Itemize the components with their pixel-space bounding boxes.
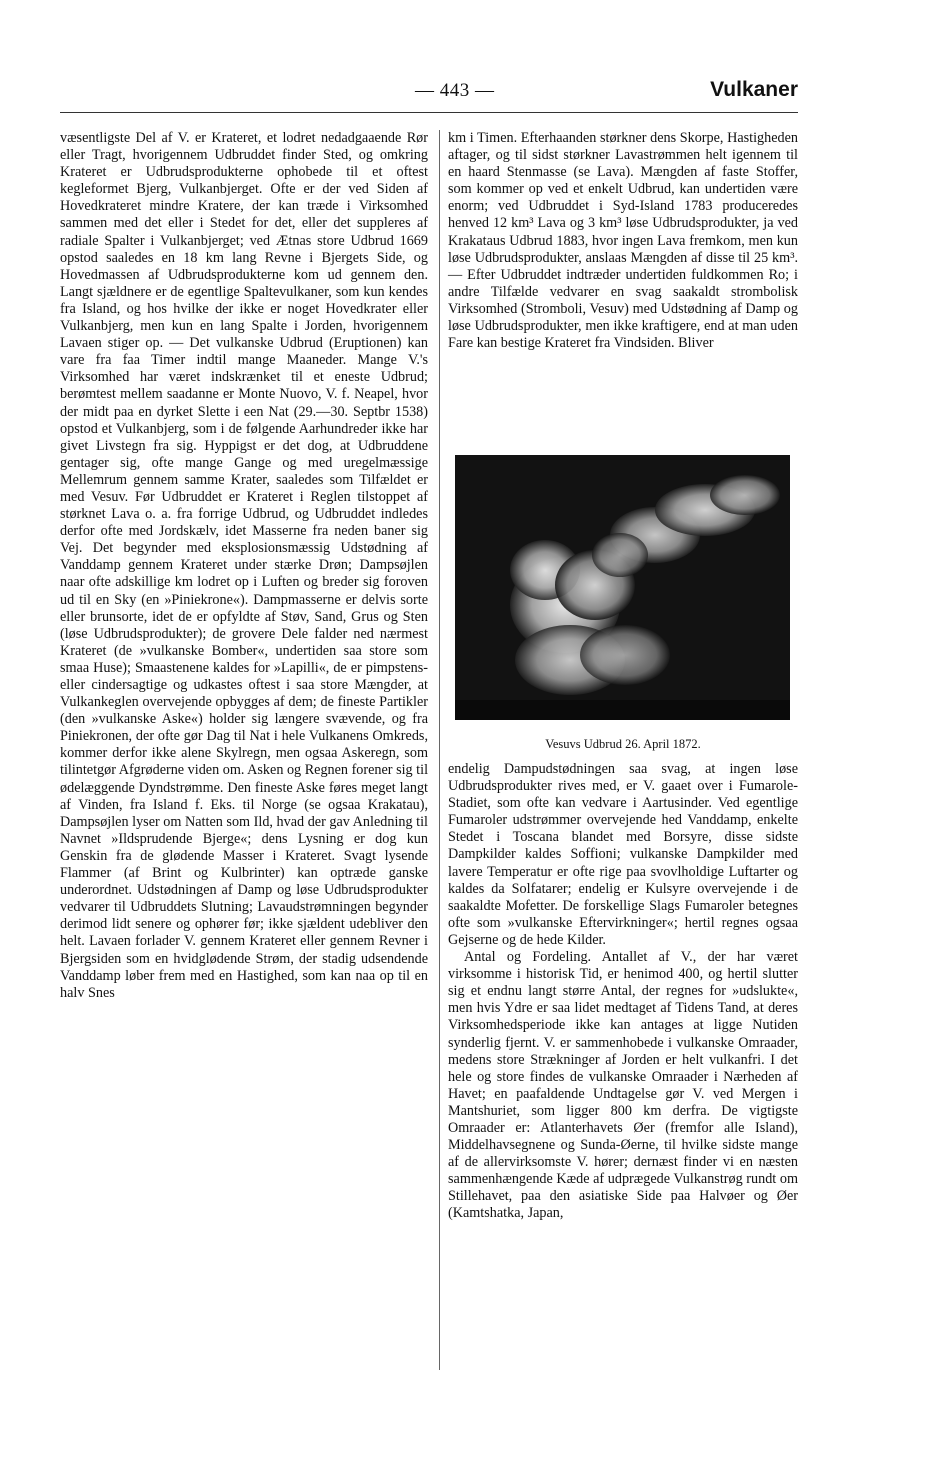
page-header	[60, 76, 798, 108]
column-divider	[439, 130, 440, 1370]
running-title: Vulkaner	[710, 78, 798, 101]
header-rule	[60, 112, 798, 113]
right-column-paragraph-1: endelig Dampudstødningen saa svag, at ingen løse Udbrudsprodukter rives med, er V. gaaet over i Fumarole-Stadiet, som ofte kan vedvare i Aartusinder. Ved egentlige Fumaroler udstrømmer overvejende hed Vanddamp, enkelte Stedet i Toscana blandet med Borsyre, disse sidste Dampkilder kaldes Soffioni; vulkanske Dampkilder med lavere Temperatur er ofte rige paa svovlholdige Luftarter og kaldes da Solfatarer; endelig er Kulsyre overvejende i de saakaldte Mofetter. De forskellige Slags Fumaroler betegnes ofte som »vulkanske Eftervirkninger«; hertil regnes ogsaa Gejserne og de hede Kilder.	[448, 761, 798, 948]
vesuvius-eruption-photo	[455, 455, 790, 720]
right-column-bottom	[448, 761, 798, 1223]
page-number: — 443 —	[415, 80, 495, 101]
eruption-illustration	[455, 455, 790, 720]
left-column-text: væsentligste Del af V. er Krateret, et lodret nedadgaaende Rør eller Tragt, hvorigennem Udbruddet finder Sted, og omkring Krateret er Udbrudsprodukterne ophobede til et oftest kegleformet Bjerg, Vulkanbjerget. Ofte er der ved Siden af Hovedkrateret mindre Kratere, der kan træde i Virksomhed sammen med det eller i Stedet for det, eller det suppleres af radiale Spalter i Vulkanbjerget; ved Ætnas store Udbrud 1669 opstod saaledes en 18 km lang Revne i Bjergets Side, og Hovedmassen af Udbrudsprodukterne kom ud gennem den. Langt sjældnere er de egentlige Spaltevulkaner, som kun kendes fra Island, og hos hvilke der ikke er noget Hovedkrater eller Vulkanbjerg, men kun en lang Spalte i Jorden, hvorigennem Lavaen stiger op. — Det vulkanske Udbrud (Eruptionen) kan vare fra faa Timer indtil mange Maaneder. Mange V.'s Virksomhed har været indskrænket til et eneste Udbrud; berømtest mellem saadanne er Monte Nuovo, V. f. Neapel, hvor der midt paa en dyrket Slette i een Nat (29.—30. Septbr 1538) opstod et Vulkanbjerg, som i de følgende Aarhundreder ikke har givet Livstegn fra sig. Hyppigst er det dog, at Udbruddene gentager sig, ofte mange Gange og med uregelmæssige Mellemrum gennem samme Krater, saaledes som Tilfældet er med Vesuv. Før Udbruddet er Krateret i Reglen tilstoppet af størknet Lava o. a. fra forrige Udbrud, og Udbruddet indledes derfor ofte med Jordskælv, idet Masserne fra neden baner sig Vej. Det begynder med eksplosionsmæssig Udstødning af Vanddamp gennem Krateret under stærke Drøn; Dampsøjlen naar ofte adskillige km lodret op i Luften og breder sig foroven ud til en Sky (en »Piniekrone«). Dampmasserne er delvis sorte eller brunsorte, idet de er opfyldte af Støv, Sand, Grus og Sten (løse Udbrudsprodukter); de grovere Dele falder ned nærmest Krateret (de »vulkanske Bomber«, undertiden saa store som smaa Huse); Smaastenene kaldes for »Lapilli«, de er pimpstens- eller cindersagtige og udkastes oftest i saa store Mængder, at Vulkankeglen overvejende opbygges af dem; de fineste Partikler (den »vulkanske Aske«) holder sig længere svævende, og fra Piniekronen, der ofte gør Dag til Nat i hele Vulkanens Omkreds, kommer derfor ikke alene Skylregn, men ogsaa Askeregn, som tilintetgør Afgrøderne viden om. Asken og Regnen forener sig til ødelæggende Dyndstrømme. Den fineste Aske føres meget langt af Vinden, fra Island f. Eks. til Norge (se ogsaa Krakatau), Dampsøjlen lyser om Natten som Ild, hvad der gav Anledning til Navnet »Ildsprudende Bjerge«; dens Lysning er dog kun Genskin fra de glødende Masser i Krateret. Svagt lysende Flammer (af Brint og Kulbrinter) kan optræde ganske underordnet. Udstødningen af Damp og løse Udbrudsprodukter vedvarer til Udbruddets Slutning; Lavaudstrømningen begynder derimod lidt senere og ophører før; ikke sjældent udebliver den helt. Lavaen forlader V. gennem Krateret eller gennem Revner i Bjergsiden som en hvidglødende Strøm, der stadig udsendende Vanddamp løber frem med en Hastighed, som kan naa op til en halv Snes	[60, 130, 429, 1001]
left-column	[60, 130, 428, 1002]
right-column-paragraph-2: Antal og Fordeling. Antallet af V., der har været virksomme i historisk Tid, er henimod 400, og hertil slutter sig et endnu langt større Antal, der regnes for »udslukte«, men hvis Ydre er saa lidet medtaget af Tidens Tand, at deres Virksomhedsperiode ikke kan antages at ligge Nutiden synderlig fjernt. V. er sammenhobede i vulkanske Omraader, medens store Strækninger af Jorden er helt vulkanfri. I det hele og store findes de vulkanske Omraader i Nærheden af Havet; en paafaldende Undtagelse gør V. ved Mergen i Mantshuriet, som ligger 800 km derfra. De vigtigste Omraader er: Atlanterhavets Øer (fremfor alle Island), Middelhavsegnene og Sunda-Øerne, til hvilke sidste mange af de allervirksomste V. hører; dernæst finder vi en næsten sammenhængende Kæde af udprægede Vulkanstrøg rundt om Stillehavet, paa den asiatiske Side paa Halvøer og Øer (Kamtshatka, Japan,	[448, 949, 798, 1222]
right-column-top	[448, 130, 798, 352]
right-column-top-text: km i Timen. Efterhaanden størkner dens Skorpe, Hastigheden aftager, og til sidst størkner Lavastrømmen helt igennem til en haard Stenmasse (se Lava). Mængden af faste Stoffer, som kommer op ved et enkelt Udbrud, kan undertiden være enorm; ved Udbruddet i Syd-Island 1783 produceredes henved 12 km³ Lava og 3 km³ løse Udbrudsprodukter, ja ved Krakataus Udbrud 1883, hvor ingen Lava fremkom, men kun løse Udbrudsprodukter, anslaas Mængden af disse til 25 km³. — Efter Udbruddet indtræder undertiden fuldkommen Ro; i andre Tilfælde vedvarer en svag saakaldt strombolisk Virksomhed (Stromboli, Vesuv) med Udstødning af Damp og løse Udbrudsprodukter, men ikke kraftigere, end at man uden Fare kan bestige Krateret fra Vindsiden. Bliver	[448, 130, 798, 352]
figure-caption: Vesuvs Udbrud 26. April 1872.	[545, 737, 701, 751]
